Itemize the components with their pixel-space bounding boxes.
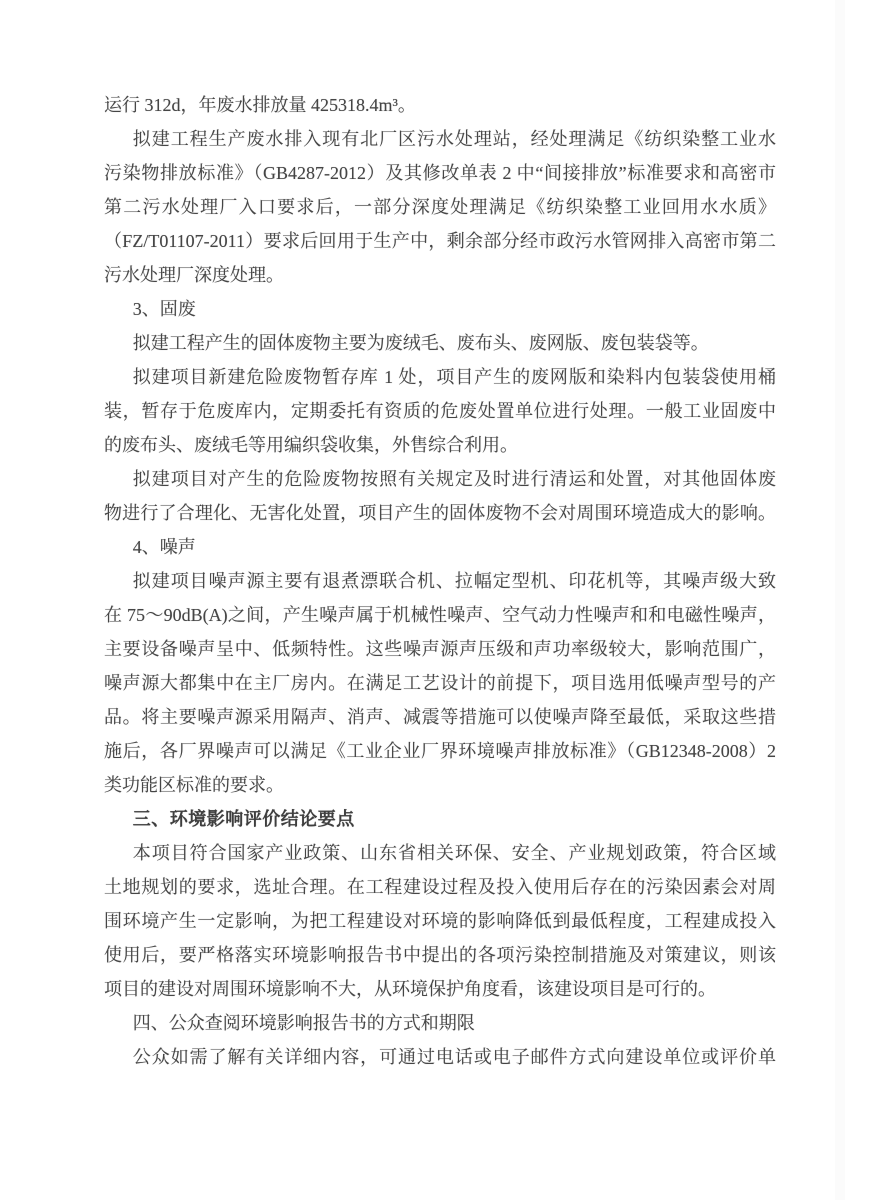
text-line: 的废布头、废绒毛等用编织袋收集，外售综合利用。	[104, 435, 518, 455]
text-line: 装，暂存于危废库内，定期委托有资质的危废处置单位进行处理。一般工业固废中	[104, 401, 776, 421]
text-line: 第二污水处理厂入口要求后，一部分深度处理满足《纺织染整工业回用水水质》	[104, 197, 776, 217]
text-line: 土地规划的要求，选址合理。在工程建设过程及投入使用后存在的污染因素会对周	[104, 877, 776, 897]
text-line: 在 75～90dB(A)之间，产生噪声属于机械性噪声、空气动力性噪声和和电磁性噪声，	[104, 605, 776, 625]
text-line: 运行 312d，年废水排放量 425318.4m³。	[104, 95, 416, 115]
text-line: 品。将主要噪声源采用隔声、消声、减震等措施可以使噪声降至最低，采取这些措	[104, 707, 776, 727]
text-line: 拟建项目对产生的危险废物按照有关规定及时进行清运和处置，对其他固体废	[132, 469, 776, 489]
text-line: 拟建项目新建危险废物暂存库 1 处，项目产生的废网版和染料内包装袋使用桶	[132, 367, 776, 387]
text-line: 污染物排放标准》（GB4287-2012）及其修改单表 2 中“间接排放”标准要求和高密市	[104, 163, 776, 183]
text-line: 主要设备噪声呈中、低频特性。这些噪声源声压级和声功率级较大，影响范围广，	[104, 639, 776, 659]
text-line: 项目的建设对周围环境影响不大，从环境保护角度看，该建设项目是可行的。	[104, 979, 716, 999]
text-line: 拟建工程产生的固体废物主要为废绒毛、废布头、废网版、废包装袋等。	[132, 333, 709, 353]
subsection-heading: 4、噪声	[132, 537, 196, 557]
text-line: 拟建项目噪声源主要有退煮漂联合机、拉幅定型机、印花机等，其噪声级大致	[132, 571, 776, 591]
text-line: 物进行了合理化、无害化处置，项目产生的固体废物不会对周围环境造成大的影响。	[104, 503, 776, 523]
text-line: 噪声源大都集中在主厂房内。在满足工艺设计的前提下，项目选用低噪声型号的产	[104, 673, 776, 693]
text-line: 施后，各厂界噪声可以满足《工业企业厂界环境噪声排放标准》（GB12348-2008）2	[104, 741, 776, 761]
text-line: 公众如需了解有关详细内容，可通过电话或电子邮件方式向建设单位或评价单	[132, 1047, 776, 1067]
text-line: （FZ/T01107-2011）要求后回用于生产中，剩余部分经市政污水管网排入高密市第二	[104, 231, 776, 251]
text-line: 使用后，要严格落实环境影响报告书中提出的各项污染控制措施及对策建议，则该	[104, 945, 776, 965]
text-line: 拟建工程生产废水排入现有北厂区污水处理站，经处理满足《纺织染整工业水	[132, 129, 776, 149]
subsection-heading: 3、固废	[132, 299, 196, 319]
document-text-column	[104, 88, 776, 1074]
section-heading: 三、环境影响评价结论要点	[132, 809, 355, 829]
text-line: 本项目符合国家产业政策、山东省相关环保、安全、产业规划政策，符合区域	[132, 843, 776, 863]
text-line: 污水处理厂深度处理。	[104, 265, 284, 285]
text-line: 类功能区标准的要求。	[104, 775, 284, 795]
subsection-heading: 四、公众查阅环境影响报告书的方式和期限	[132, 1013, 475, 1033]
text-line: 围环境产生一定影响，为把工程建设对环境的影响降低到最低程度，工程建成投入	[104, 911, 776, 931]
scanner-edge-artifact	[835, 0, 845, 1200]
